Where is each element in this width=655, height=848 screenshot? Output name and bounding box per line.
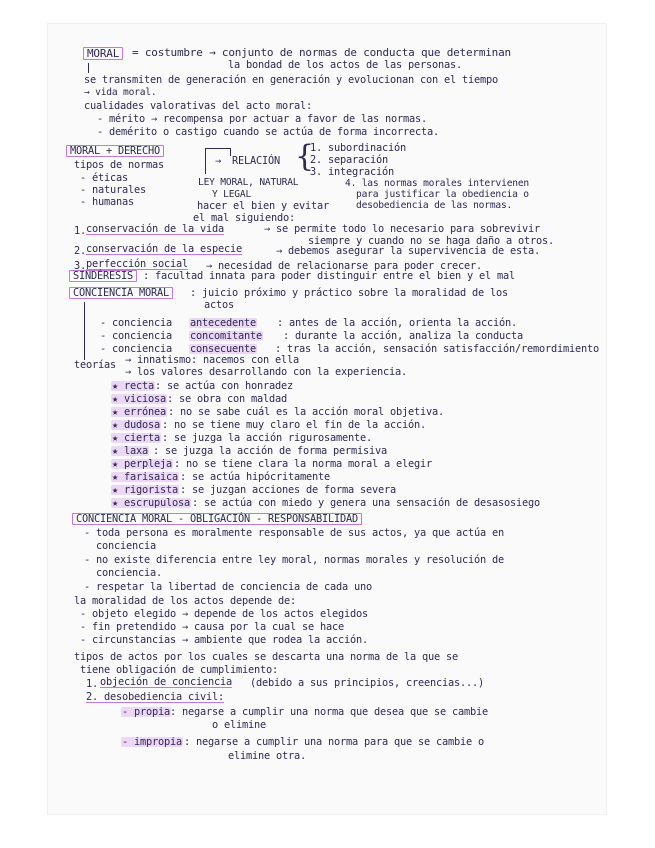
kind-recta: ★ recta xyxy=(112,380,154,392)
right-arrow-icon: → xyxy=(215,155,221,167)
kind-erronea: ★ errónea xyxy=(112,406,166,418)
norm-types-heading: tipos de normas xyxy=(74,159,164,171)
relation-subordination: 1. subordinación xyxy=(310,142,406,154)
rule-3-number: 3. xyxy=(74,260,86,272)
rule-1-desc: → se permite todo lo necesario para sobrevivir xyxy=(264,223,540,235)
antecedent-label: - conciencia xyxy=(100,317,172,329)
synderesis-title: SINDÉRESIS xyxy=(69,270,137,282)
rule-3-desc: → necesidad de relacionarse para poder crecer. xyxy=(206,260,482,272)
antecedent-term: antecedente xyxy=(190,317,256,329)
proper-disobedience-desc-cont: o elimine xyxy=(212,719,266,731)
kind-dudosa-desc: : no se tiene muy claro el fin de la acción. xyxy=(162,419,426,431)
bracket-line-left xyxy=(205,148,206,174)
proper-disobedience: - propia xyxy=(122,706,170,718)
moral-life: → vida moral. xyxy=(84,87,157,98)
kind-laxa-desc: : se juzga la acción de forma permisiva xyxy=(153,445,387,457)
relation-integration: 3. integración xyxy=(310,166,394,178)
consequent-label: - conciencia xyxy=(100,343,172,355)
norm-type-human: - humanas xyxy=(80,196,134,208)
law-legal: Y LEGAL xyxy=(212,189,252,200)
improper-disobedience-desc: : negarse a cumplir una norma para que se cambie o xyxy=(184,736,484,748)
kind-farisaica: ★ farisaica xyxy=(112,471,178,483)
synderesis-definition: : facultad innata para poder distinguir entre el bien y el mal xyxy=(143,270,515,282)
obligation-point-1: - toda persona es moralmente responsable de sus actos, ya que actúa en xyxy=(84,527,504,539)
concomitant-term: concomitante xyxy=(190,330,262,342)
down-arrow-icon xyxy=(84,302,85,360)
kind-laxa: ★ laxa xyxy=(112,445,148,457)
law-moral-natural: LEY MORAL, NATURAL xyxy=(198,177,299,188)
relation-label: RELACIÓN xyxy=(232,155,280,167)
theory-innatism: → innatismo: nacemos con ella xyxy=(125,354,299,366)
morality-object: - objeto elegido → depende de los actos elegidos xyxy=(80,608,368,620)
transmission-line: se transmiten de generación en generación y evolucionan con el tiempo xyxy=(84,74,498,86)
rule-2-number: 2. xyxy=(74,245,86,257)
bracket-line-top xyxy=(205,148,231,149)
good-evil-line2: el mal siguiendo: xyxy=(193,212,295,224)
kind-farisaica-desc: : se actúa hipócritamente xyxy=(180,471,330,483)
rule-1-desc-cont: siempre y cuando no se haga daño a otros. xyxy=(308,235,554,247)
theory-experience: → los valores desarrollando con la experiencia. xyxy=(125,366,407,378)
moral-definition-cont: la bondad de los actos de las personas. xyxy=(228,59,462,71)
obligation-point-2: - no existe diferencia entre ley moral, normas morales y resolución de xyxy=(84,554,504,566)
qualities-heading: cualidades valorativas del acto moral: xyxy=(84,100,312,112)
demerit-line: - demérito o castigo cuando se actúa de forma incorrecta. xyxy=(97,126,439,138)
civil-disobedience: 2. desobediencia civil: xyxy=(86,691,224,703)
kind-dudosa: ★ dudosa xyxy=(112,419,160,431)
act-type-1-number: 1. xyxy=(86,678,98,690)
kind-escrupulosa-desc: : se actúa con miedo y genera una sensación de desasosiego xyxy=(192,497,540,509)
moral-derecho-title: MORAL + DERECHO xyxy=(66,145,164,157)
moral-title: MORAL xyxy=(83,47,123,60)
kind-viciosa-desc: : se obra con maldad xyxy=(167,393,287,405)
rule-2-title: conservación de la especie xyxy=(86,243,242,255)
kind-erronea-desc: : no se sabe cuál es la acción moral objetiva. xyxy=(168,406,444,418)
concomitant-label: - conciencia xyxy=(100,330,172,342)
act-types-heading-cont: tiene obligación de cumplimiento: xyxy=(80,664,278,676)
down-arrow-icon xyxy=(88,63,89,73)
obligation-title: CONCIENCIA MORAL - OBLIGACIÓN - RESPONSABILIDAD xyxy=(72,513,362,525)
consequent-term: consecuente xyxy=(190,343,256,355)
good-evil-line1: hacer el bien y evitar xyxy=(197,200,329,212)
conscientious-objection: objeción de conciencia xyxy=(100,676,232,688)
conscience-definition-cont: actos xyxy=(204,299,234,311)
morality-heading: la moralidad de los actos depende de: xyxy=(74,595,296,607)
kind-recta-desc: : se actúa con honradez xyxy=(155,380,293,392)
obligation-point-1-cont: conciencia xyxy=(96,540,156,552)
morality-circumstances: - circunstancias → ambiente que rodea la acción. xyxy=(80,634,368,646)
kind-escrupulosa: ★ escrupulosa xyxy=(112,497,190,509)
moral-definition: = costumbre → conjunto de normas de conducta que determinan xyxy=(132,46,511,59)
consequent-desc: : tras la acción, sensación satisfacción/remordimiento xyxy=(275,343,599,355)
kind-cierta-desc: : se juzga la acción rigurosamente. xyxy=(162,432,372,444)
theories-label: teorías xyxy=(74,359,116,371)
norm-type-ethical: - éticas xyxy=(80,172,128,184)
kind-rigorista-desc: : se juzgan acciones de forma severa xyxy=(180,484,396,496)
relation-4-line1: 4. las normas morales intervienen xyxy=(345,178,530,189)
antecedent-desc: : antes de la acción, orienta la acción. xyxy=(277,317,517,329)
norm-type-natural: - naturales xyxy=(80,184,146,196)
kind-perpleja: ★ perpleja xyxy=(112,458,172,470)
improper-disobedience-desc-cont: elimine otra. xyxy=(228,750,306,762)
concomitant-desc: : durante la acción, analiza la conducta xyxy=(283,330,523,342)
relation-separation: 2. separación xyxy=(310,154,388,166)
obligation-point-3: - respetar la libertad de conciencia de cada uno xyxy=(84,581,372,593)
obligation-point-2-cont: conciencia. xyxy=(96,567,162,579)
morality-end: - fin pretendido → causa por la cual se hace xyxy=(80,621,344,633)
kind-perpleja-desc: : no se tiene clara la norma moral a elegir xyxy=(174,458,432,470)
act-types-heading: tipos de actos por los cuales se descarta una norma de la que se xyxy=(74,651,458,663)
rule-1-title: conservación de la vida xyxy=(86,223,224,235)
conscience-definition: : juicio próximo y práctico sobre la moralidad de los xyxy=(190,287,508,299)
merit-line: - mérito → recompensa por actuar a favor de las normas. xyxy=(97,113,427,125)
rule-2-desc: → debemos asegurar la supervivencia de esta. xyxy=(276,245,540,257)
improper-disobedience: - impropia xyxy=(122,736,182,748)
kind-cierta: ★ cierta xyxy=(112,432,160,444)
curly-brace-icon: { xyxy=(295,139,315,174)
kind-viciosa: ★ viciosa xyxy=(112,393,166,405)
proper-disobedience-desc: : negarse a cumplir una norma que desea que se cambie xyxy=(170,706,488,718)
kind-rigorista: ★ rigorista xyxy=(112,484,178,496)
conscientious-objection-desc: (debido a sus principios, creencias...) xyxy=(250,677,484,689)
rule-3-title: perfección social xyxy=(86,258,188,270)
conscience-title: CONCIENCIA MORAL xyxy=(69,287,173,299)
relation-4-line2: para justificar la obediencia o xyxy=(356,189,529,200)
rule-1-number: 1. xyxy=(74,225,86,237)
relation-4-line3: desobediencia de las normas. xyxy=(356,200,513,211)
